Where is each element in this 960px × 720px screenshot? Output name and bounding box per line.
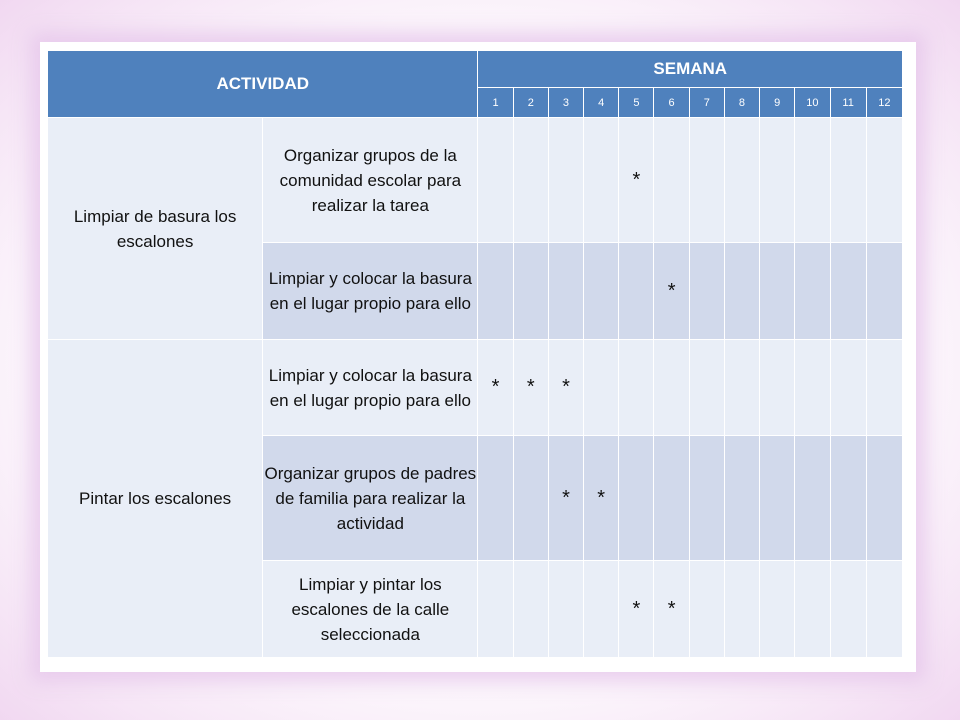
week-cell [724,118,759,243]
week-cell [724,436,759,561]
week-cell [724,340,759,436]
week-cell [654,118,689,243]
week-cell [760,118,795,243]
week-mark: * [654,561,689,658]
week-cell [795,243,830,340]
week-cell [548,243,583,340]
week-number: 10 [795,88,830,118]
week-number: 2 [513,88,548,118]
week-cell [830,561,866,658]
week-cell [866,561,902,658]
week-cell [830,243,866,340]
week-cell [654,340,689,436]
task-row [48,340,903,436]
activity-header: ACTIVIDAD [48,51,478,118]
week-cell [724,561,759,658]
task-label: Limpiar y colocar la basura en el lugar propio para ello [263,340,478,436]
week-cell [584,561,619,658]
week-mark: * [548,436,583,561]
week-number: 12 [866,88,902,118]
week-cell [513,436,548,561]
week-cell [689,436,724,561]
week-header: SEMANA [478,51,903,88]
week-number: 7 [689,88,724,118]
task-label: Organizar grupos de padres de familia para realizar la actividad [263,436,478,561]
task-row [48,118,903,243]
schedule-table [47,50,903,658]
week-cell [866,243,902,340]
task-label: Organizar grupos de la comunidad escolar para realizar la tarea [263,118,478,243]
week-mark: * [654,243,689,340]
week-mark: * [619,561,654,658]
week-cell [795,340,830,436]
week-cell [654,436,689,561]
week-mark: * [548,340,583,436]
week-cell [513,243,548,340]
activity-name: Pintar los escalones [48,340,263,658]
task-label: Limpiar y pintar los escalones de la calle seleccionada [263,561,478,658]
week-number: 1 [478,88,513,118]
week-cell [689,340,724,436]
week-cell [795,561,830,658]
week-cell [760,561,795,658]
week-cell [478,118,513,243]
week-number: 4 [584,88,619,118]
week-cell [830,436,866,561]
week-cell [866,340,902,436]
week-cell [478,436,513,561]
week-number: 3 [548,88,583,118]
week-cell [689,561,724,658]
week-cell [689,243,724,340]
week-mark: * [619,118,654,243]
week-cell [513,561,548,658]
week-cell [584,340,619,436]
week-number: 8 [724,88,759,118]
week-cell [584,243,619,340]
week-cell [830,340,866,436]
week-cell [795,118,830,243]
week-cell [795,436,830,561]
week-number: 5 [619,88,654,118]
week-cell [619,340,654,436]
week-cell [689,118,724,243]
week-cell [548,118,583,243]
week-number: 9 [760,88,795,118]
week-mark: * [478,340,513,436]
week-number: 11 [830,88,866,118]
week-cell [619,243,654,340]
week-cell [619,436,654,561]
week-cell [478,243,513,340]
week-mark: * [513,340,548,436]
week-cell [866,118,902,243]
activity-name: Limpiar de basura los escalones [48,118,263,340]
week-cell [866,436,902,561]
week-cell [548,561,583,658]
task-label: Limpiar y colocar la basura en el lugar propio para ello [263,243,478,340]
week-mark: * [584,436,619,561]
week-cell [724,243,759,340]
week-number: 6 [654,88,689,118]
week-cell [830,118,866,243]
week-cell [760,436,795,561]
week-cell [584,118,619,243]
week-cell [760,243,795,340]
week-cell [760,340,795,436]
week-cell [478,561,513,658]
week-cell [513,118,548,243]
